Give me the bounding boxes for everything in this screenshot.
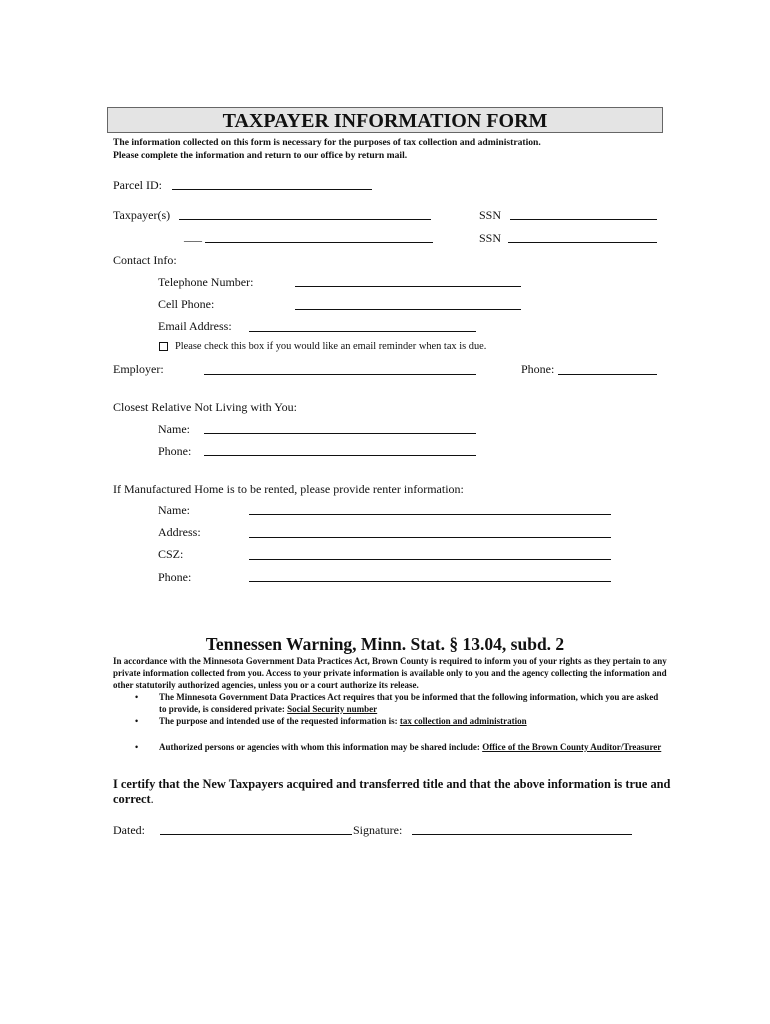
bullet-3-value: Office of the Brown County Auditor/Treasurer [482,742,662,752]
form-title: TAXPAYER INFORMATION FORM [107,107,663,133]
manufactured-heading: If Manufactured Home is to be rented, please provide renter information: [113,482,464,496]
relative-name-label: Name: [158,422,190,436]
parcel-id-label: Parcel ID: [113,178,162,192]
relative-name-field[interactable] [204,433,476,434]
intro-line-1: The information collected on this form is necessary for the purposes of tax collection and administration. [113,137,541,148]
bullet-2-value: tax collection and administration [399,716,527,726]
renter-name-label: Name: [158,503,190,517]
bullet-icon: • [135,716,139,726]
bullet-icon: • [135,742,139,752]
ssn-1-label: SSN [479,208,502,222]
employer-label: Employer: [113,362,164,376]
bullet-2-text: The purpose and intended use of the requested information is: [159,716,398,726]
email-reminder-text: Please check this box if you would like an email reminder when tax is due. [175,341,487,352]
ssn-2-label: SSN [479,231,502,245]
certify-text: I certify that the New Taxpayers acquired and transferred title and that the above information is true and correct [113,777,671,806]
contact-info-label: Contact Info: [113,253,177,267]
dated-label: Dated: [113,823,145,837]
email-field[interactable] [249,331,476,332]
email-reminder-checkbox[interactable] [159,342,168,351]
bullet-1-text: The Minnesota Government Data Practices Act requires that you be informed that the following information, which you are asked to provide, is considered private: [159,692,659,714]
telephone-label: Telephone Number: [158,275,254,289]
bullet-icon: • [135,692,139,702]
certify-statement [113,777,673,807]
renter-phone-field[interactable] [249,581,611,582]
dated-field[interactable] [160,834,352,835]
employer-phone-field[interactable] [558,374,657,375]
ssn-2-field[interactable] [508,242,657,243]
certify-period: . [150,792,154,806]
cell-phone-label: Cell Phone: [158,297,215,311]
employer-phone-label: Phone: [521,362,555,376]
cell-phone-field[interactable] [295,309,521,310]
renter-address-label: Address: [158,525,201,539]
relative-phone-label: Phone: [158,444,192,458]
relative-phone-field[interactable] [204,455,476,456]
renter-csz-field[interactable] [249,559,611,560]
renter-csz-label: CSZ: [158,547,184,561]
signature-field[interactable] [412,834,632,835]
taxpayer-2-field[interactable] [205,242,433,243]
intro-line-2: Please complete the information and return to our office by return mail. [113,149,408,161]
tennessen-heading: Tennessen Warning, Minn. Stat. § 13.04, subd. 2 [205,634,565,654]
tennessen-paragraph: In accordance with the Minnesota Government Data Practices Act, Brown County is required to inform you of your rights as they pertain to any private information collected from you. Access to your private information is available only to you and the agency collecting the information and other statutorily authorized agencies, unless you or a court authorize its release. [113,656,667,690]
employer-field[interactable] [204,374,476,375]
taxpayer-1-field[interactable] [179,219,431,220]
email-label: Email Address: [158,319,232,333]
relative-heading: Closest Relative Not Living with You: [113,400,298,414]
intro-text [113,137,673,162]
ssn-1-field[interactable] [510,219,657,220]
parcel-id-field[interactable] [172,189,372,190]
renter-address-field[interactable] [249,537,611,538]
bullet-3-text: Authorized persons or agencies with whom this information may be shared include: [159,742,480,752]
telephone-field[interactable] [295,286,521,287]
taxpayers-label: Taxpayer(s) [113,208,171,222]
signature-label: Signature: [353,823,403,837]
bullet-1-value: Social Security number [287,704,378,714]
renter-name-field[interactable] [249,514,611,515]
renter-phone-label: Phone: [158,570,192,584]
taxpayer-2-prefix: ___ [184,229,202,243]
